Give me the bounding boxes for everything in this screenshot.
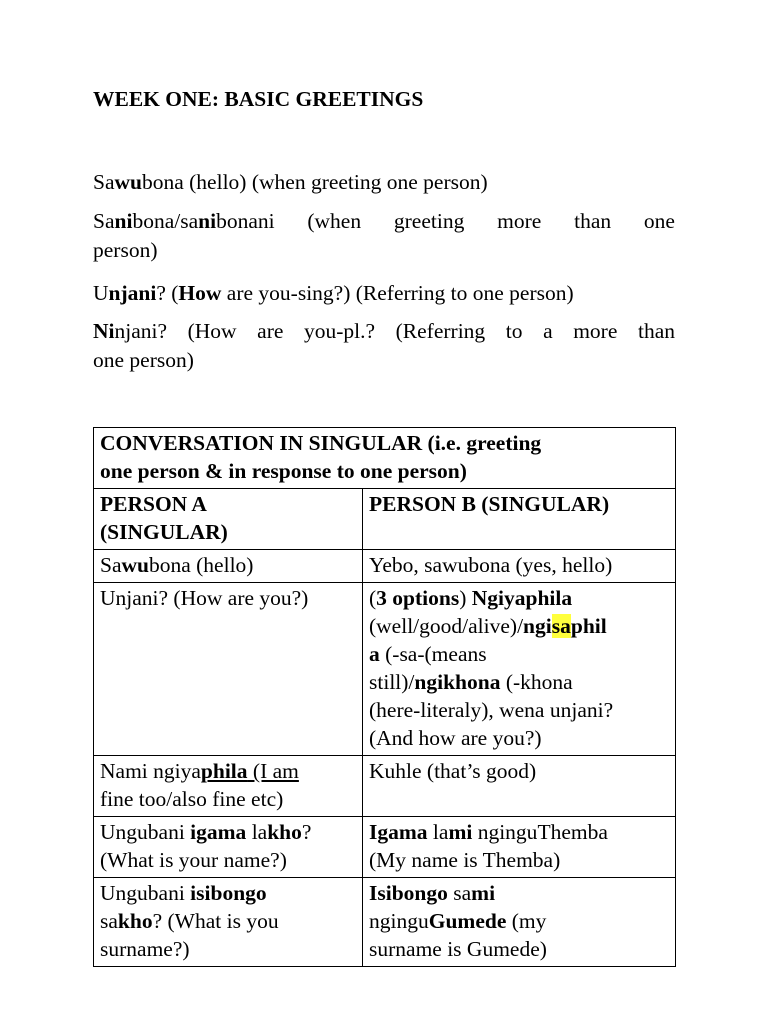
text: fine too/also fine etc) <box>100 787 284 811</box>
text: surname?) <box>100 937 190 961</box>
text <box>93 207 275 236</box>
word: greeting <box>393 209 465 233</box>
text: (well/good/alive)/ <box>369 614 524 638</box>
text: are you-sing?) (Referring to one person) <box>221 281 574 305</box>
bold-text: ni <box>114 209 133 233</box>
bold-text: Ni <box>93 319 115 343</box>
text: Ungubani <box>100 820 191 844</box>
bold-text: PERSON A <box>100 492 207 516</box>
text: (here-literaly), wena unjani? <box>369 698 614 722</box>
table-row <box>94 583 676 756</box>
person-b-cell <box>363 583 676 756</box>
text: la <box>246 820 268 844</box>
table-header-row <box>94 489 676 550</box>
text: Nami ngiya <box>100 759 201 783</box>
text: Ungubani <box>100 881 191 905</box>
justified-line <box>93 317 675 346</box>
greeting-ninjani <box>93 317 675 374</box>
person-a-cell <box>94 550 363 583</box>
bold-text: isibongo <box>190 881 267 905</box>
text: Unjani? (How are you?) <box>100 586 309 610</box>
text: Sa <box>100 553 122 577</box>
text: Themba <box>537 820 608 844</box>
text: ( <box>369 586 377 610</box>
text: Kuhle (that’s good) <box>369 759 537 783</box>
person-b-cell <box>363 756 676 817</box>
text: ngingu <box>472 820 538 844</box>
word: one <box>643 209 675 233</box>
text: bonani <box>216 209 275 233</box>
bold-text: ni <box>198 209 217 233</box>
word: a <box>543 319 553 343</box>
table-title <box>94 428 676 489</box>
bold-text: ngi <box>523 614 552 638</box>
text: (My name is Themba) <box>369 848 561 872</box>
bold-text: Igama <box>369 820 428 844</box>
bold-text: njani <box>108 281 157 305</box>
text: la <box>427 820 449 844</box>
word: (when <box>307 209 362 233</box>
table-title-row <box>94 428 676 489</box>
greeting-sawubona <box>93 168 675 197</box>
bold-text: ngikhona <box>414 670 501 694</box>
bold-text: a <box>369 642 380 666</box>
table-row <box>94 756 676 817</box>
line: one person) <box>93 347 194 372</box>
line: person) <box>93 237 158 262</box>
text: Sa <box>93 209 115 233</box>
person-a-cell <box>94 583 363 756</box>
text: sa <box>100 909 118 933</box>
conversation-table <box>93 427 676 967</box>
text: ngingu <box>369 909 429 933</box>
person-b-cell <box>363 817 676 878</box>
text: (-sa-(means <box>379 642 487 666</box>
person-a-cell <box>94 878 363 967</box>
text: (I am <box>247 759 299 783</box>
text: (my <box>506 909 547 933</box>
bold-text: 3 options <box>376 586 460 610</box>
bold-text: Ngiyaphila <box>471 586 573 610</box>
bold-text: mi <box>471 881 496 905</box>
text: Yebo, sawubona (yes, hello) <box>369 553 613 577</box>
text: (What is your name?) <box>100 848 287 872</box>
table-row <box>94 817 676 878</box>
bold-text: kho <box>117 909 153 933</box>
word: (How <box>187 319 237 343</box>
bold-text: kho <box>267 820 302 844</box>
column-header-person-b <box>363 489 676 550</box>
word: than <box>574 209 612 233</box>
text: ? <box>301 820 312 844</box>
text: ) <box>459 586 472 610</box>
text: sa <box>447 881 472 905</box>
word: (Referring <box>395 319 486 343</box>
bold-text: CONVERSATION IN SINGULAR (i.e. greeting <box>100 431 542 455</box>
text: ? ( <box>156 281 179 305</box>
person-a-cell <box>94 817 363 878</box>
person-b-cell <box>363 878 676 967</box>
bold-text: phil <box>570 614 607 638</box>
bold-text: How <box>178 281 222 305</box>
word: to <box>505 319 523 343</box>
word: more <box>573 319 618 343</box>
text: bona/sa <box>132 209 199 233</box>
text: bona (hello) (when greeting one person) <box>141 170 488 194</box>
justified-line <box>93 207 675 236</box>
text: njani? <box>114 319 168 343</box>
column-header-person-a <box>94 489 363 550</box>
text: Sa <box>93 170 115 194</box>
bold-text: igama <box>190 820 247 844</box>
page-title: WEEK ONE: BASIC GREETINGS <box>93 87 424 111</box>
table-row <box>94 550 676 583</box>
text: (And how are you?) <box>369 726 542 750</box>
text: (-khona <box>500 670 573 694</box>
text: U <box>93 281 109 305</box>
bold-text: mi <box>448 820 473 844</box>
bold-underlined-text: phila <box>200 759 248 783</box>
bold-text: wu <box>114 170 142 194</box>
bold-text: wu <box>121 553 149 577</box>
person-b-cell <box>363 550 676 583</box>
bold-text: Isibongo <box>369 881 448 905</box>
bold-text: one person & in response to one person) <box>100 459 467 483</box>
word: are <box>257 319 284 343</box>
bold-text: (SINGULAR) <box>100 520 228 544</box>
text: bona (hello) <box>148 553 254 577</box>
highlighted-text: sa <box>551 614 571 638</box>
word: than <box>637 319 675 343</box>
text: surname is Gumede) <box>369 937 547 961</box>
word: you-pl.? <box>304 319 376 343</box>
text: still)/ <box>369 670 415 694</box>
table-row <box>94 878 676 967</box>
text: ? (What is you <box>152 909 279 933</box>
person-a-cell <box>94 756 363 817</box>
bold-text: PERSON B (SINGULAR) <box>369 492 610 516</box>
greeting-sanibona <box>93 207 675 264</box>
bold-text: Gumede <box>428 909 507 933</box>
greeting-unjani <box>93 279 675 308</box>
text <box>93 317 167 346</box>
word: more <box>497 209 542 233</box>
